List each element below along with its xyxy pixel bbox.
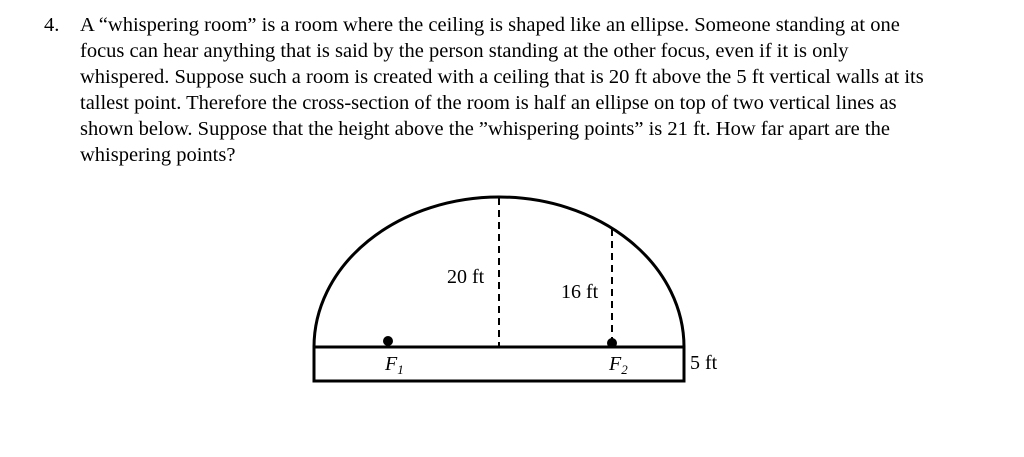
label-f1 (384, 353, 404, 377)
label-16-ft: 16 ft (561, 281, 599, 303)
room-wall-rectangle (314, 347, 684, 381)
problem-text-line-3: whispered. Suppose such a room is created with a ceiling that is 20 ft above the 5 ft vertical walls at its (80, 66, 924, 88)
focus-point-2 (607, 338, 617, 348)
problem-text-line-1: A “whispering room” is a room where the ceiling is shaped like an ellipse. Someone standing at one (80, 14, 900, 36)
problem-text-line-5: shown below. Suppose that the height above the ”whispering points” is 21 ft. How far apart are the (80, 118, 890, 140)
problem-text-line-2: focus can hear anything that is said by the person standing at the other focus, even if it is only (80, 40, 849, 62)
label-f1-subscript: 1 (397, 362, 404, 377)
label-20-ft: 20 ft (447, 266, 485, 288)
focus-point-1 (383, 336, 393, 346)
problem-text-line-4: tallest point. Therefore the cross-section of the room is half an ellipse on top of two vertical lines as (80, 92, 897, 114)
label-f2-subscript: 2 (621, 362, 628, 377)
problem-text-line-6: whispering points? (80, 144, 236, 166)
label-f1-letter: F (385, 353, 398, 375)
label-f2 (608, 353, 628, 377)
label-5-ft: 5 ft (690, 352, 718, 374)
problem-number: 4. (44, 14, 60, 36)
label-f2-letter: F (609, 353, 622, 375)
